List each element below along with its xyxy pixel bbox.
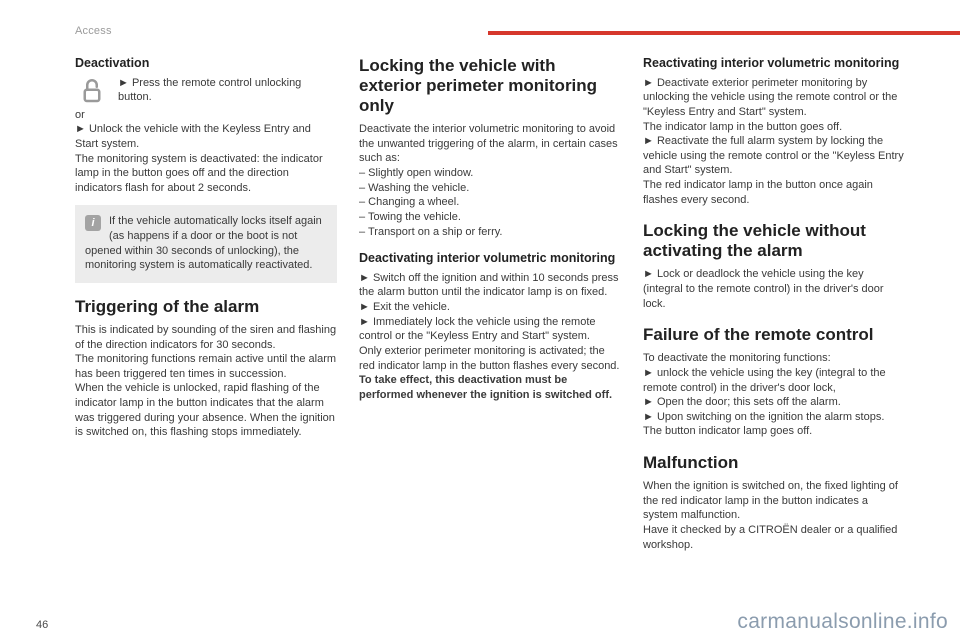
content-columns bbox=[75, 56, 905, 610]
list-item: – Washing the vehicle. bbox=[359, 181, 470, 194]
unlock-padlock-icon bbox=[75, 76, 109, 108]
paragraph: When the ignition is switched on, the fixed lighting of the red indicator lamp in the button indicates a system malfunction. bbox=[643, 480, 898, 522]
heading-deactivation: Deactivation bbox=[75, 56, 150, 70]
paragraph: Deactivate the interior volumetric monitoring to avoid the unwanted triggering of the alarm, in certain cases such as: bbox=[359, 123, 618, 165]
heading-reactivating-volumetric: Reactivating interior volumetric monitoring bbox=[643, 56, 900, 70]
instruction-bullet: ► unlock the vehicle using the key (integral to the remote control) in the driver's door lock, bbox=[643, 366, 886, 394]
instruction-bullet: ► Upon switching on the ignition the alarm stops. The button indicator lamp goes off. bbox=[643, 410, 885, 438]
paragraph: To deactivate the monitoring functions: bbox=[643, 352, 831, 365]
instruction-bullet: ► Switch off the ignition and within 10 seconds press the alarm button until the indicator lamp is on fixed. bbox=[359, 271, 619, 299]
instruction-bullet: ► Open the door; this sets off the alarm. bbox=[643, 396, 841, 409]
instruction-bullet: ► Exit the vehicle. bbox=[359, 301, 450, 314]
paragraph: Only exterior perimeter monitoring is activated; the red indicator lamp in the button flashes every second. bbox=[359, 344, 620, 372]
column-1 bbox=[75, 56, 337, 610]
paragraph: The red indicator lamp in the button once again flashes every second. bbox=[643, 179, 873, 206]
paragraph: The monitoring system is deactivated: the indicator lamp in the button goes off and the direction indicators flash for about 2 seconds. bbox=[75, 152, 323, 194]
info-note-text: If the vehicle automatically locks itself again (as happens if a door or the boot is not opened within 30 seconds of unlocking), the monitoring system is automatically reactivated. bbox=[85, 215, 322, 272]
info-icon: i bbox=[85, 215, 101, 231]
paragraph: This is indicated by sounding of the siren and flashing of the direction indicators for 30 seconds. bbox=[75, 323, 337, 351]
cases-list bbox=[359, 166, 621, 239]
instruction-bullet: ► Reactivate the full alarm system by locking the vehicle using the remote control or the "Keyless Entry and Start" system. bbox=[643, 135, 904, 177]
instruction-bullet: ► Press the remote control unlocking button. bbox=[118, 76, 302, 104]
instruction-bullet: ► Deactivate exterior perimeter monitoring by unlocking the vehicle using the remote control or the "Keyless Entry and Start" system. bbox=[643, 76, 898, 118]
section-label: Access bbox=[75, 25, 112, 37]
paragraph: The monitoring functions remain active until the alarm has been triggered ten times in succession. bbox=[75, 353, 337, 380]
header-accent-bar bbox=[488, 31, 960, 35]
heading-locking-exterior: Locking the vehicle with exterior perimeter monitoring only bbox=[359, 56, 598, 116]
paragraph-or: or bbox=[75, 108, 85, 121]
instruction-bullet: ► Lock or deadlock the vehicle using the key (integral to the remote control) in the driver's door lock. bbox=[643, 268, 884, 310]
paragraph: Have it checked by a CITROËN dealer or a qualified workshop. bbox=[643, 523, 898, 551]
list-item: – Slightly open window. bbox=[359, 167, 474, 180]
list-item: – Changing a wheel. bbox=[359, 196, 460, 209]
heading-deactivating-volumetric: Deactivating interior volumetric monitoring bbox=[359, 251, 616, 266]
list-item: – Towing the vehicle. bbox=[359, 210, 461, 223]
paragraph: The indicator lamp in the button goes off. bbox=[643, 120, 843, 133]
column-3 bbox=[643, 56, 905, 610]
info-note-box bbox=[75, 205, 337, 283]
list-item: – Transport on a ship or ferry. bbox=[359, 225, 503, 238]
heading-failure-remote: Failure of the remote control bbox=[643, 325, 874, 345]
heading-locking-without-alarm: Locking the vehicle without activating the alarm bbox=[643, 221, 866, 261]
heading-malfunction: Malfunction bbox=[643, 453, 739, 473]
instruction-bullet: ► Immediately lock the vehicle using the remote control or the "Keyless Entry and Start" system. bbox=[359, 315, 596, 343]
instruction-bullet: ► Unlock the vehicle with the Keyless Entry and Start system. bbox=[75, 123, 311, 150]
unlock-instruction-row bbox=[75, 76, 337, 108]
page-number: 46 bbox=[36, 619, 49, 631]
column-2 bbox=[359, 56, 621, 610]
heading-triggering-alarm: Triggering of the alarm bbox=[75, 296, 260, 316]
watermark: carmanualsonline.info bbox=[737, 610, 948, 633]
paragraph: When the vehicle is unlocked, rapid flashing of the indicator lamp in the button indicates that the alarm was triggered during your absence. When the ignition is switched on, this flashing stops immediately. bbox=[75, 382, 335, 439]
emphasis-paragraph: To take effect, this deactivation must be performed whenever the ignition is switched off. bbox=[359, 374, 613, 401]
